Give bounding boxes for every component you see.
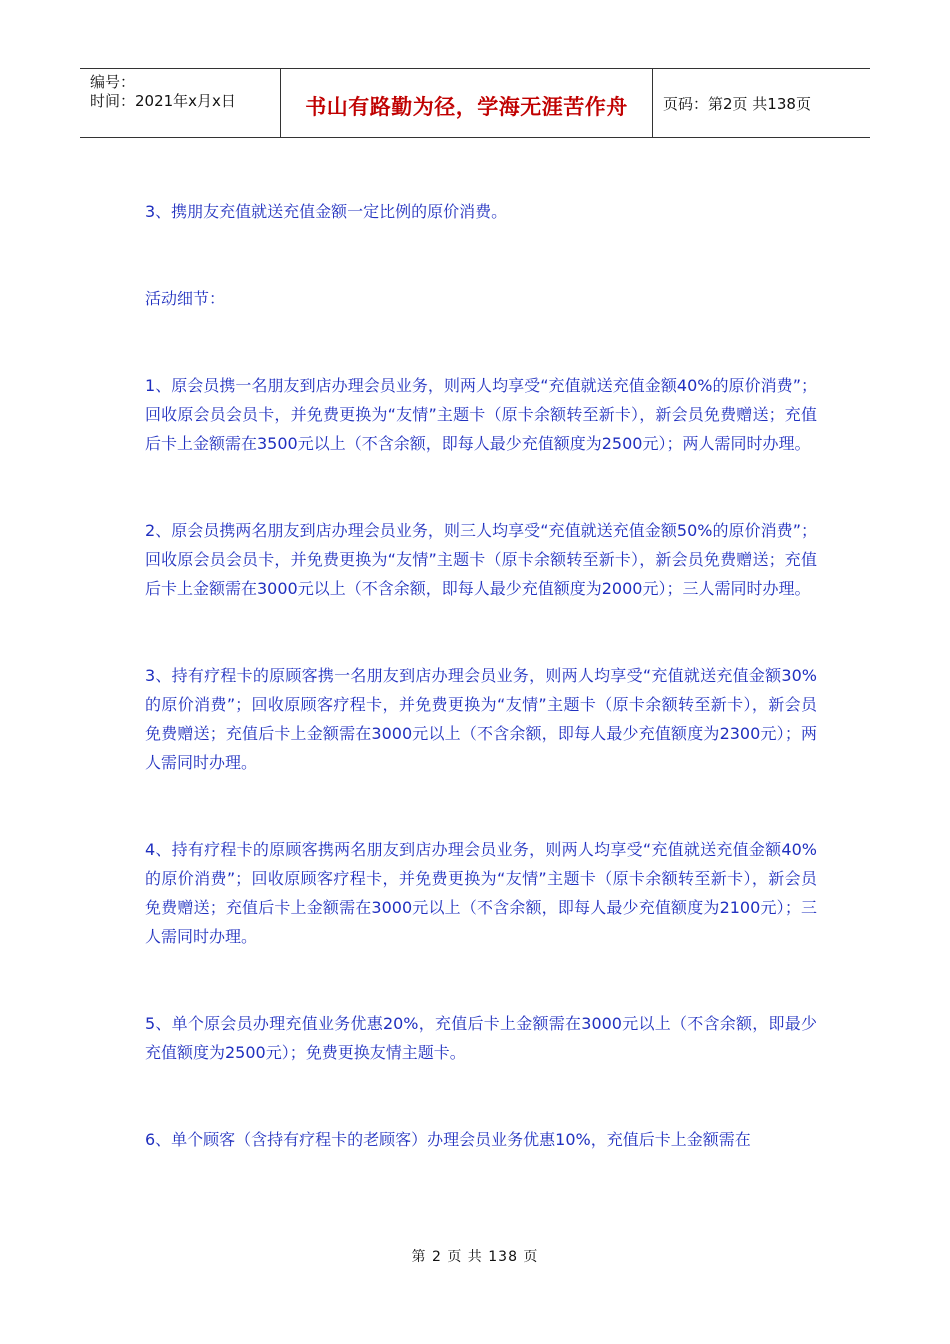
document-number-label: 编号：	[90, 73, 136, 91]
detail-item-4: 4、持有疗程卡的原顾客携两名朋友到店办理会员业务，则两人均享受“充值就送充值金额40%的原价消费”；回收原顾客疗程卡，并免费更换为“友情”主题卡（原卡余额转至新卡），新会员免费赠送；充值后卡上金额需在3000元以上（不含余额，即每人最少充值额度为2100元）；三人需同时办理。	[145, 840, 817, 946]
intro-item-3: 3、携朋友充值就送充值金额一定比例的原价消费。	[145, 202, 508, 221]
detail-item-6: 6、单个顾客（含持有疗程卡的老顾客）办理会员业务优惠10%，充值后卡上金额需在	[145, 1130, 751, 1149]
page-header	[80, 68, 870, 138]
document-time-label: 时间：2021年x月x日	[90, 92, 236, 110]
header-page-cell	[653, 69, 870, 137]
header-meta-cell	[80, 69, 281, 137]
header-motto: 书山有路勤为径，学海无涯苦作舟	[305, 95, 628, 119]
document-body	[145, 197, 817, 1154]
detail-item-5: 5、单个原会员办理充值业务优惠20%，充值后卡上金额需在3000元以上（不含余额，即最少充值额度为2500元）；免费更换友情主题卡。	[145, 1014, 817, 1062]
section-title: 活动细节：	[145, 289, 226, 308]
detail-item-1: 1、原会员携一名朋友到店办理会员业务，则两人均享受“充值就送充值金额40%的原价消费”；回收原会员会员卡，并免费更换为“友情”主题卡（原卡余额转至新卡），新会员免费赠送；充值后卡上金额需在3500元以上（不含余额，即每人最少充值额度为2500元）；两人需同时办理。	[145, 376, 817, 453]
page-footer: 第 2 页 共 138 页	[411, 1249, 539, 1265]
detail-item-3: 3、持有疗程卡的原顾客携一名朋友到店办理会员业务，则两人均享受“充值就送充值金额30%的原价消费”；回收原顾客疗程卡，并免费更换为“友情”主题卡（原卡余额转至新卡），新会员免费赠送；充值后卡上金额需在3000元以上（不含余额，即每人最少充值额度为2300元）；两人需同时办理。	[145, 666, 817, 772]
detail-item-2: 2、原会员携两名朋友到店办理会员业务，则三人均享受“充值就送充值金额50%的原价消费”；回收原会员会员卡，并免费更换为“友情”主题卡（原卡余额转至新卡），新会员免费赠送；充值后卡上金额需在3000元以上（不含余额，即每人最少充值额度为2000元）；三人需同时办理。	[145, 521, 817, 598]
header-motto-cell	[281, 69, 653, 137]
header-page-info: 页码：第2页 共138页	[663, 94, 811, 113]
